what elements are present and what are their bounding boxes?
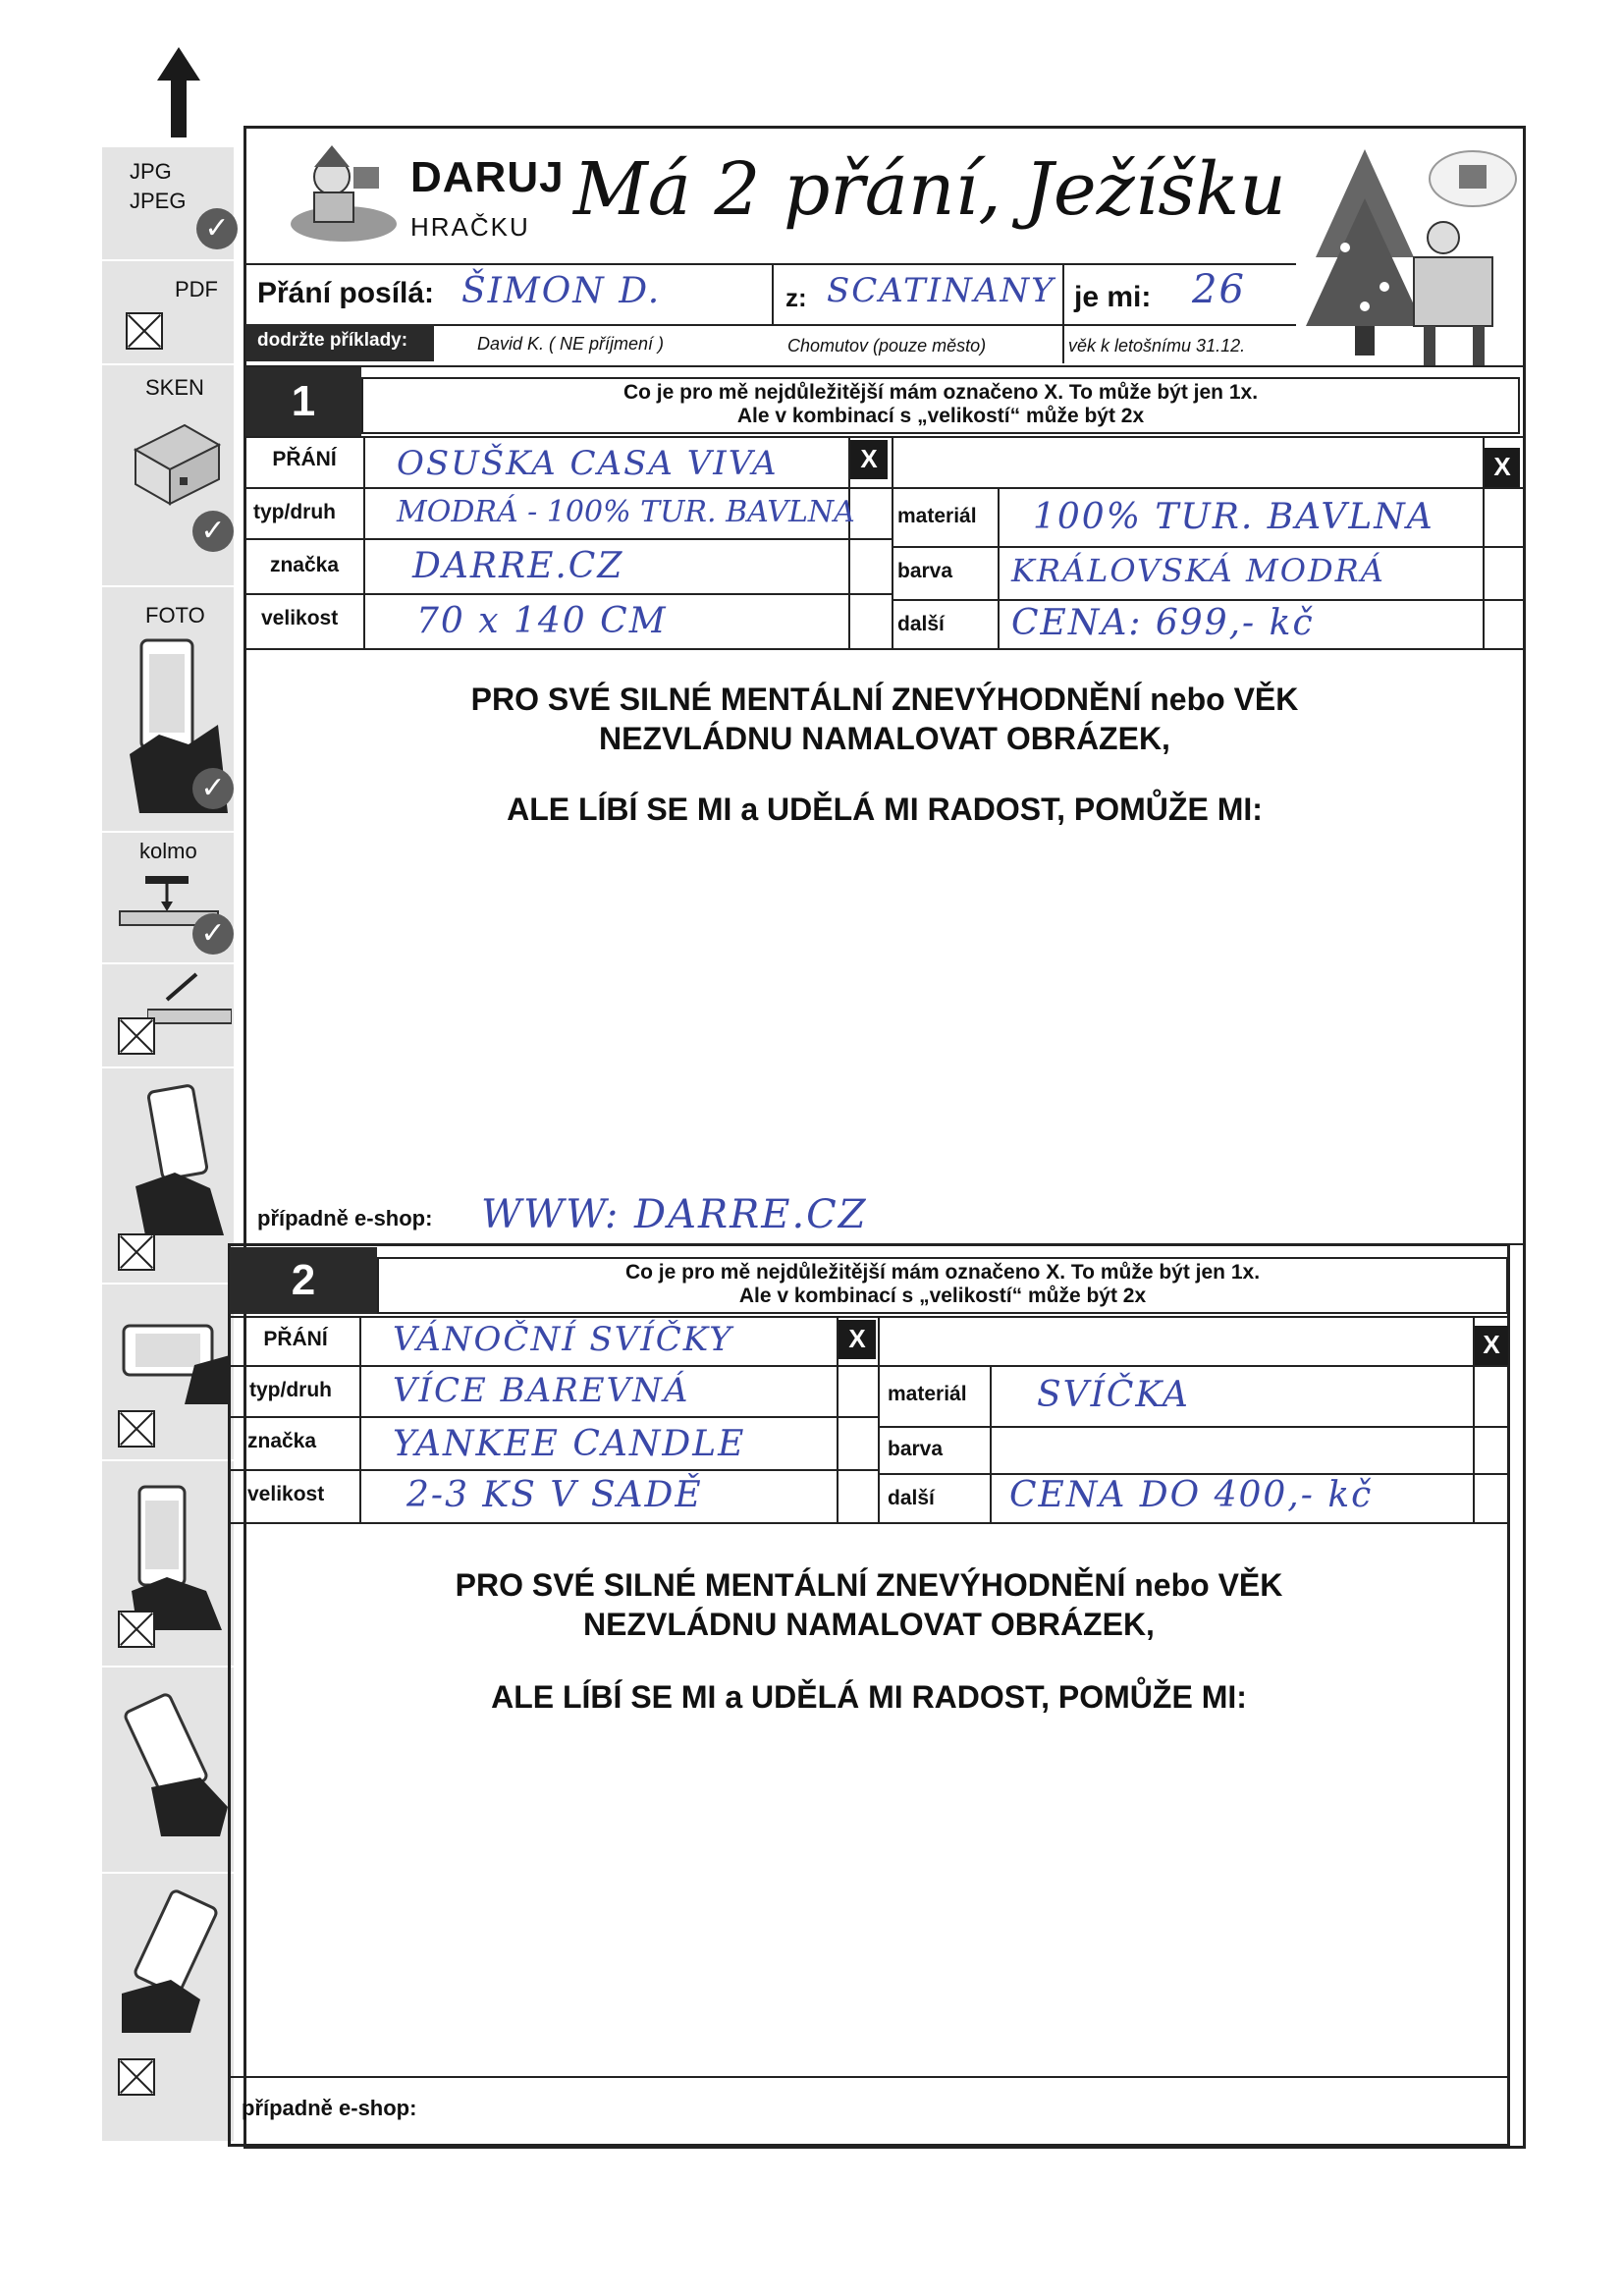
cross-icon — [118, 2058, 155, 2096]
wish1-priority-x-left[interactable]: X — [850, 440, 888, 479]
wish2-statement-line2: NEZVLÁDNU NAMALOVAT OBRÁZEK, — [583, 1607, 1155, 1642]
wish1-value-wish[interactable]: OSUŠKA CASA VIVA — [397, 444, 779, 483]
cross-icon — [118, 1410, 155, 1448]
landscape-phone-icon — [116, 1316, 230, 1404]
wish2-label-type: typ/druh — [249, 1379, 332, 1401]
wish1-statement-line2: NEZVLÁDNU NAMALOVAT OBRÁZEK, — [599, 721, 1170, 756]
from-value[interactable]: SCATINANY — [827, 271, 1055, 310]
format-perpendicular-label: kolmo — [139, 839, 197, 863]
wish2-label-size: velikost — [247, 1483, 325, 1505]
wish1-note-line2: Ale v kombinací s „velikostí“ může být 2x — [736, 405, 1145, 427]
check-icon: ✓ — [192, 511, 234, 552]
wish1-statement-line1: PRO SVÉ SILNÉ MENTÁLNÍ ZNEVÝHODNĚNÍ nebo VĚK — [470, 682, 1299, 717]
sender-label: Přání posílá: — [257, 277, 435, 309]
wish2-priority-x-left[interactable]: X — [839, 1320, 876, 1359]
format-photo-label: FOTO — [145, 603, 205, 628]
wish2-eshop-label: případně e-shop: — [242, 2096, 417, 2120]
wish1-label-other: další — [897, 613, 945, 635]
age-label: je mi: — [1074, 281, 1152, 313]
christmas-tree-icon — [1296, 139, 1522, 371]
scanner-icon — [126, 410, 224, 509]
logo-line2: HRAČKU — [410, 212, 530, 242]
wish1-eshop-value[interactable]: WWW: DARRE.CZ — [481, 1192, 868, 1237]
wish2-label-other: další — [888, 1487, 935, 1509]
age-value[interactable]: 26 — [1192, 267, 1246, 312]
example-city: Chomutov (pouze město) — [787, 336, 987, 355]
cross-icon — [126, 312, 163, 350]
wish1-number: 1 — [245, 367, 361, 436]
wish1-value-brand[interactable]: DARRE.CZ — [412, 546, 624, 586]
wish2-value-brand[interactable]: YANKEE CANDLE — [393, 1424, 746, 1464]
example-age: věk k letošnímu 31.12. — [1068, 336, 1246, 355]
wish1-drawing-area[interactable] — [247, 847, 1522, 1190]
examples-label: dodržte příklady: — [257, 330, 408, 351]
wish2-value-other[interactable]: CENA DO 400,- kč — [1009, 1475, 1374, 1515]
wish1-value-material[interactable]: 100% TUR. BAVLNA — [1033, 497, 1434, 537]
sender-value[interactable]: ŠIMON D. — [461, 271, 662, 311]
wish2-label-wish: PŘÁNÍ — [263, 1328, 328, 1350]
page-title: Má 2 přání, Ježíšku — [573, 147, 1286, 232]
angled-photo-icon — [147, 970, 232, 1029]
format-jpg-label: JPG JPEG — [130, 159, 187, 213]
wish2-statement-line3: ALE LÍBÍ SE MI a UDĚLÁ MI RADOST, POMŮŽE MI: — [491, 1679, 1247, 1715]
wish2-value-material[interactable]: SVÍČKA — [1037, 1375, 1190, 1415]
wish1-label-color: barva — [897, 560, 953, 582]
cross-icon — [118, 1233, 155, 1271]
check-icon: ✓ — [192, 768, 234, 809]
format-scan-label: SKEN — [145, 375, 204, 400]
wish1-value-color[interactable]: KRÁLOVSKÁ MODRÁ — [1011, 552, 1385, 589]
tilted-phone-icon — [116, 1078, 230, 1235]
wish2-priority-x-right[interactable]: X — [1475, 1326, 1508, 1365]
wish1-label-size: velikost — [261, 607, 339, 629]
distant-phone-icon — [128, 1483, 230, 1630]
rotated-phone-icon — [112, 1689, 230, 1836]
check-icon: ✓ — [196, 208, 238, 249]
wish1-label-type: typ/druh — [253, 501, 336, 523]
wish2-value-size[interactable]: 2-3 KS V SADĚ — [406, 1475, 703, 1515]
up-arrow-icon — [157, 47, 200, 137]
wish1-priority-x-right[interactable]: X — [1485, 448, 1520, 487]
santa-logo-icon — [285, 137, 403, 246]
wish2-value-type[interactable]: VÍCE BAREVNÁ — [393, 1371, 690, 1410]
wish2-value-wish[interactable]: VÁNOČNÍ SVÍČKY — [393, 1320, 733, 1359]
example-name: David K. ( NE příjmení ) — [477, 334, 665, 354]
wish2-statement-line1: PRO SVÉ SILNÉ MENTÁLNÍ ZNEVÝHODNĚNÍ nebo VĚK — [455, 1567, 1283, 1603]
wish2-label-color: barva — [888, 1438, 944, 1460]
wish1-eshop-label: případně e-shop: — [257, 1206, 433, 1230]
wish1-label-brand: značka — [269, 554, 340, 576]
logo-line1: DARUJ — [410, 153, 565, 201]
check-icon: ✓ — [192, 913, 234, 955]
wish2-note-line1: Co je pro mě nejdůležitější mám označeno X. To může být jen 1x. — [624, 1261, 1261, 1284]
wish2-number: 2 — [230, 1247, 377, 1314]
wish2-label-material: materiál — [888, 1383, 967, 1405]
wish1-value-type[interactable]: MODRÁ - 100% TUR. BAVLNA — [397, 495, 855, 529]
wish1-value-other[interactable]: CENA: 699,- kč — [1011, 603, 1315, 643]
cross-icon — [118, 1017, 155, 1055]
wish1-statement-line3: ALE LÍBÍ SE MI a UDĚLÁ MI RADOST, POMŮŽE MI: — [507, 792, 1263, 827]
skewed-phone-icon — [112, 1886, 230, 2033]
wish2-drawing-area[interactable] — [232, 1738, 1506, 2072]
cross-icon — [118, 1611, 155, 1648]
wish1-label-material: materiál — [897, 505, 977, 527]
wish1-note-line1: Co je pro mě nejdůležitější mám označeno X. To může být jen 1x. — [622, 381, 1259, 404]
format-pdf-label: PDF — [175, 277, 218, 301]
wish2-note-line2: Ale v kombinací s „velikostí“ může být 2x — [738, 1285, 1147, 1307]
wish1-value-size[interactable]: 70 x 140 CM — [416, 601, 668, 641]
wish2-label-brand: značka — [247, 1430, 317, 1452]
wish1-label-wish: PŘÁNÍ — [272, 448, 337, 470]
from-label: z: — [785, 283, 807, 312]
